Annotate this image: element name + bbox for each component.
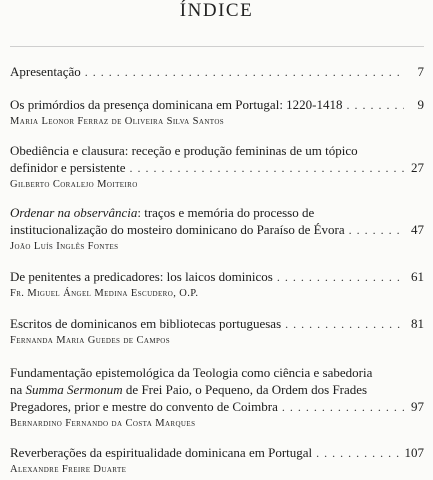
page-number: 47 <box>411 222 424 237</box>
page-title: ÍNDICE <box>179 0 254 21</box>
entry-title: De penitentes a predicadores: los laicos dominicos <box>10 269 273 284</box>
entry-title-line: Fundamentação epistemológica da Teologia como ciência e sabedoria <box>10 365 373 380</box>
leader-dots <box>282 399 404 416</box>
page-number: 97 <box>411 399 424 414</box>
entry-title-line: Obediência e clausura: receção e produção femininas de um tópico <box>10 143 358 158</box>
entry-title-pre: na <box>10 382 26 397</box>
entry-author: Alexandre Freire Duarte <box>10 464 127 475</box>
leader-dots <box>130 160 404 177</box>
toc-entry[interactable] <box>10 96 424 129</box>
leader-dots <box>316 445 400 462</box>
page-number: 7 <box>417 64 424 79</box>
toc-entry[interactable] <box>10 364 424 431</box>
page-number: 81 <box>411 316 424 331</box>
entry-title-rest: : traços e memória do processo de <box>137 205 315 220</box>
toc-entry[interactable] <box>10 315 424 348</box>
leader-dots <box>85 64 404 81</box>
entry-title-line <box>10 204 424 221</box>
entry-title-rest: de Frei Paio, o Pequeno, da Ordem dos Frades <box>122 382 368 397</box>
title-divider <box>10 46 424 47</box>
entry-title: institucionalização do mosteiro dominicano do Paraíso de Évora <box>10 222 345 237</box>
leader-dots <box>277 269 404 286</box>
entry-title: definidor e persistente <box>10 160 126 175</box>
toc-entry[interactable] <box>10 142 424 192</box>
entry-title: Escritos de dominicanos em bibliotecas portuguesas <box>10 316 282 331</box>
entry-author: Gilberto Coralejo Moiteiro <box>10 179 138 190</box>
entry-title: Apresentação <box>10 64 81 79</box>
entry-author: João Luís Inglês Fontes <box>10 241 119 252</box>
entry-author: Maria Leonor Ferraz de Oliveira Silva Santos <box>10 116 225 127</box>
page-number: 27 <box>411 160 424 175</box>
toc-entry[interactable] <box>10 444 424 477</box>
entry-title: Pregadores, prior e mestre do convento de Coimbra <box>10 399 278 414</box>
page-number: 9 <box>417 97 424 112</box>
entry-author: Fernanda Maria Guedes de Campos <box>10 335 170 346</box>
leader-dots <box>349 222 404 239</box>
page-number: 107 <box>404 445 424 460</box>
entry-author: Bernardino Fernando da Costa Marques <box>10 418 196 429</box>
page-number: 61 <box>411 269 424 284</box>
entry-author: Fr. Miguel Ángel Medina Escudero, O.P. <box>10 288 199 299</box>
entry-title-line <box>10 381 424 398</box>
toc-entry[interactable] <box>10 63 424 81</box>
entry-title: Reverberações da espiritualidade dominicana em Portugal <box>10 445 313 460</box>
toc-entry[interactable] <box>10 268 424 301</box>
leader-dots <box>285 316 404 333</box>
leader-dots <box>347 97 404 114</box>
toc-entry[interactable] <box>10 204 424 254</box>
entry-title-italic: Ordenar na observância <box>10 205 138 220</box>
entry-title-italic: Summa Sermonum <box>25 382 123 397</box>
entry-title: Os primórdios da presença dominicana em Portugal: 1220-1418 <box>10 97 343 112</box>
